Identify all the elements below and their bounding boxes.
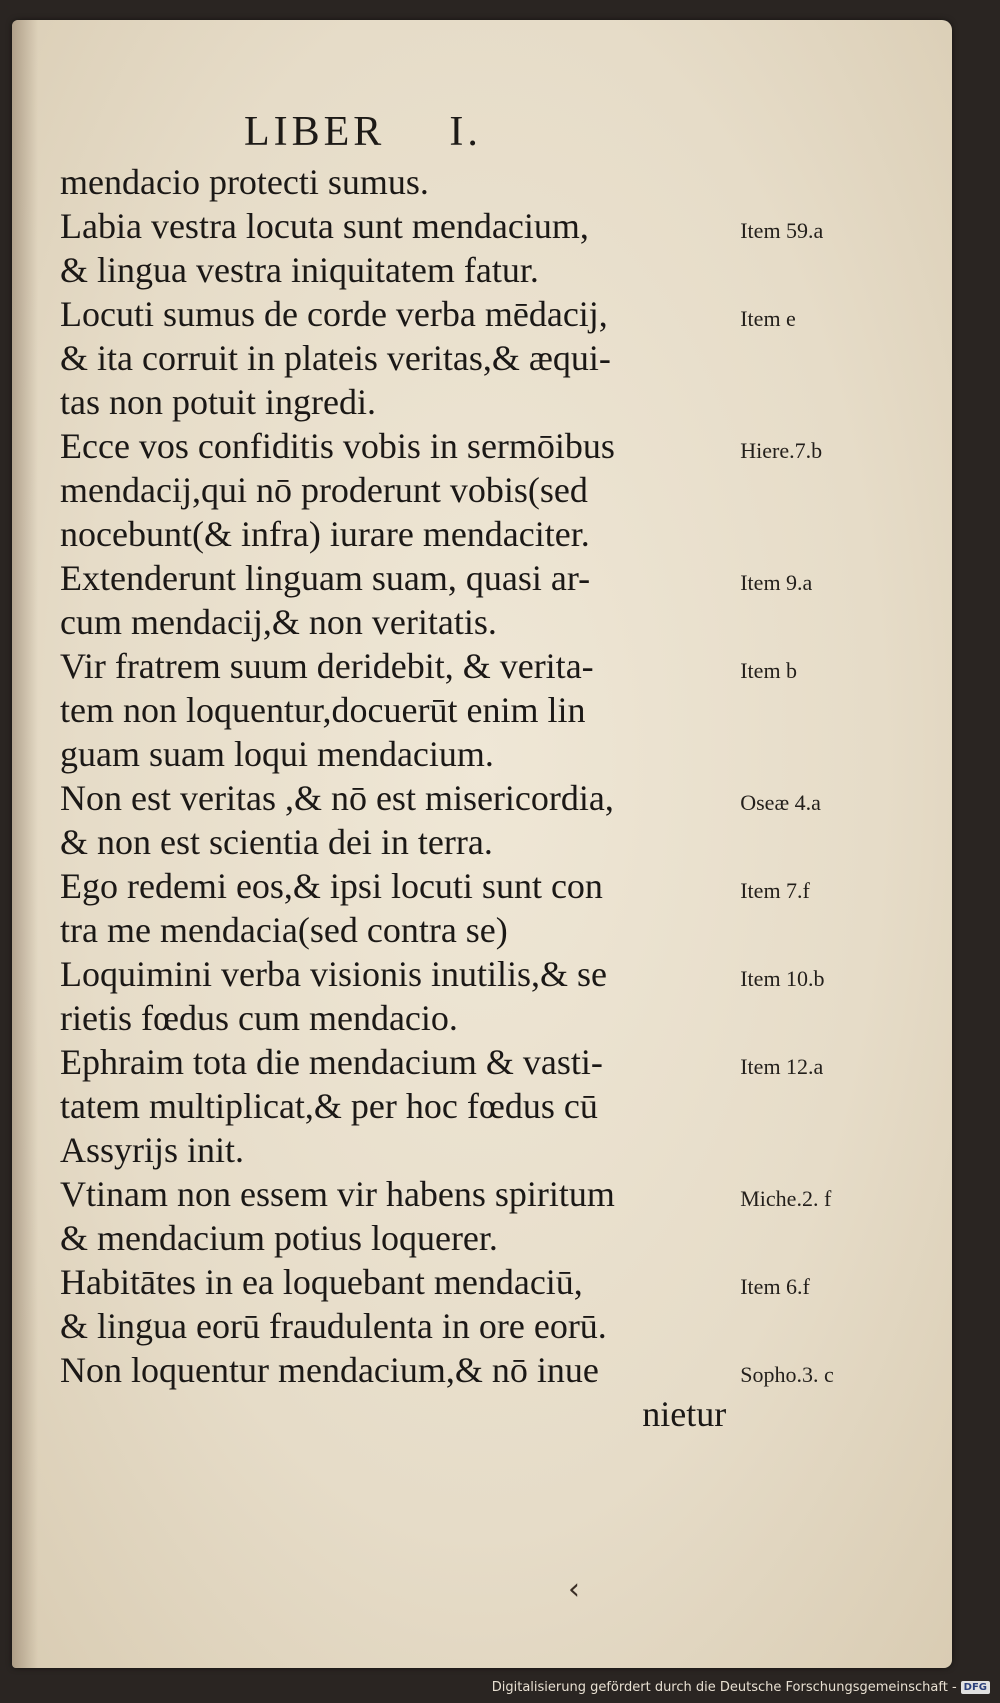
running-head-title: LIBER (244, 109, 386, 155)
text-line (60, 864, 940, 908)
text-line (60, 1216, 940, 1260)
marginal-reference: Item 7.f (740, 878, 810, 903)
line-text: Assyrijs init. (60, 1130, 245, 1170)
line-text: Vtinam non essem vir habens spiritum (60, 1174, 615, 1214)
text-line (60, 776, 940, 820)
line-text: Non loquentur mendacium,& nō inue (60, 1350, 599, 1390)
line-text: rietis fœdus cum mendacio. (60, 998, 458, 1038)
spine-shadow (12, 20, 38, 1668)
text-line (60, 380, 940, 424)
book-page (12, 20, 952, 1668)
marginal-reference: Item e (740, 306, 796, 331)
line-text: & mendacium potius loquerer. (60, 1218, 498, 1258)
line-text: tas non potuit ingredi. (60, 382, 376, 422)
text-line (60, 1260, 940, 1304)
text-line (60, 908, 940, 952)
text-line (60, 424, 940, 468)
line-text: & non est scientia dei in terra. (60, 822, 493, 862)
marginal-reference: Oseæ 4.a (740, 790, 821, 815)
text-line (60, 336, 940, 380)
line-text: cum mendacij,& non veritatis. (60, 602, 497, 642)
line-text: Non est veritas ,& nō est misericordia, (60, 778, 614, 818)
text-line (60, 160, 940, 204)
line-text: & lingua vestra iniquitatem fatur. (60, 250, 539, 290)
marginal-reference: Miche.2. f (740, 1186, 832, 1211)
line-text: Locuti sumus de corde verba mēdacij, (60, 294, 608, 334)
text-line (60, 468, 940, 512)
digitization-footer (492, 1680, 990, 1695)
marginal-reference: Item 6.f (740, 1274, 810, 1299)
footer-text: Digitalisierung gefördert durch die Deutsche Forschungsgemeinschaft - (491, 1680, 957, 1695)
line-text: & ita corruit in plateis veritas,& æqui- (60, 338, 611, 378)
marginal-reference: Item 59.a (740, 218, 824, 243)
running-head-leaf: I. (449, 109, 482, 155)
text-line (60, 1304, 940, 1348)
line-text: Ephraim tota die mendacium & vasti- (60, 1042, 603, 1082)
line-text: mendacio protecti sumus. (60, 162, 429, 202)
marginal-reference: Item 12.a (740, 1054, 824, 1079)
marginal-reference: Item 9.a (740, 570, 813, 595)
line-text: tatem multiplicat,& per hoc fœdus cū (60, 1086, 598, 1126)
line-text: Labia vestra locuta sunt mendacium, (60, 206, 589, 246)
text-line (60, 952, 940, 996)
text-line (60, 556, 940, 600)
text-line (60, 600, 940, 644)
dfg-logo: DFG (961, 1681, 990, 1694)
text-line (60, 248, 940, 292)
text-line (60, 644, 940, 688)
ink-mark: ‹ (568, 1572, 580, 1607)
line-text: Ego redemi eos,& ipsi locuti sunt con (60, 866, 603, 906)
running-head (244, 108, 482, 156)
line-text: tra me mendacia(sed contra se) (60, 910, 508, 950)
line-text: Ecce vos confiditis vobis in sermōibus (60, 426, 615, 466)
line-text: guam suam loqui mendacium. (60, 734, 494, 774)
marginal-reference: Item b (740, 658, 798, 683)
marginal-reference: Hiere.7.b (740, 438, 823, 463)
line-text: Habitātes in ea loquebant mendaciū, (60, 1262, 583, 1302)
line-text: & lingua eorū fraudulenta in ore eorū. (60, 1306, 607, 1346)
text-line (60, 292, 940, 336)
text-line (60, 1128, 940, 1172)
text-line (60, 732, 940, 776)
line-text: Extenderunt linguam suam, quasi ar- (60, 558, 591, 598)
text-line (60, 820, 940, 864)
catchword: nietur (642, 1394, 727, 1434)
line-text: Loquimini verba visionis inutilis,& se (60, 954, 607, 994)
text-line (60, 512, 940, 556)
marginal-reference: Item 10.b (740, 966, 825, 991)
text-line (60, 204, 940, 248)
marginal-reference: Sopho.3. c (740, 1362, 834, 1387)
text-line (60, 1348, 940, 1392)
line-text: mendacij,qui nō proderunt vobis(sed (60, 470, 588, 510)
text-line (60, 996, 940, 1040)
line-text: nocebunt(& infra) iurare mendaciter. (60, 514, 590, 554)
line-text: tem non loquentur,docuerūt enim lin (60, 690, 586, 730)
text-line (60, 688, 940, 732)
text-block (60, 160, 940, 1436)
text-line (60, 1084, 940, 1128)
text-line (60, 1172, 940, 1216)
text-line (60, 1040, 940, 1084)
line-text: Vir fratrem suum deridebit, & verita- (60, 646, 594, 686)
catchword-line (60, 1392, 940, 1436)
